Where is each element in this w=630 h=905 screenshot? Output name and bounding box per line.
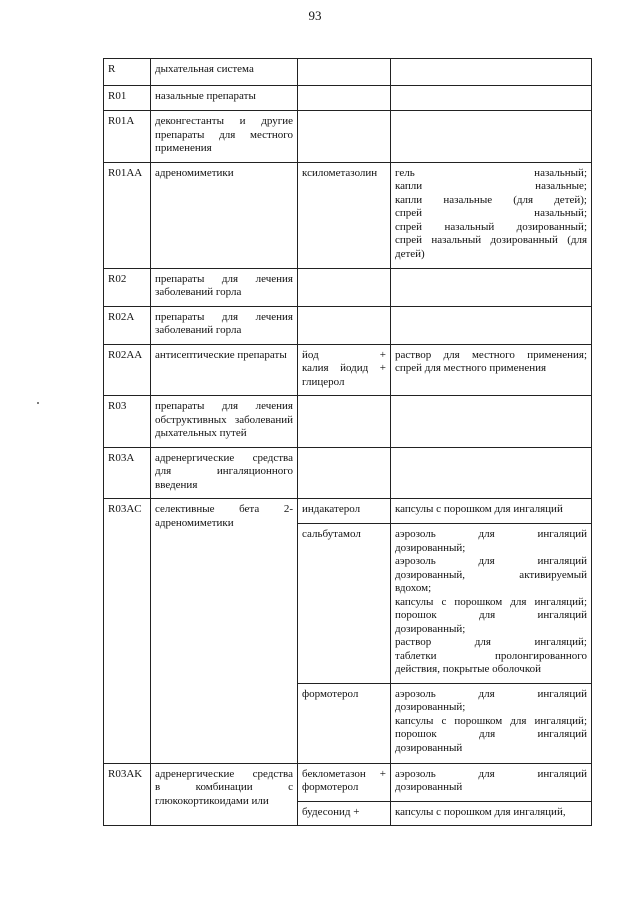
- cell-line: адренергические средства: [155, 451, 293, 464]
- dosage-forms-cell: [391, 344, 592, 396]
- atc-code-cell: [104, 306, 151, 344]
- group-name-cell: [151, 111, 298, 163]
- atc-code: R02A: [108, 310, 135, 323]
- cell-line: деконгестанты и другие: [155, 115, 293, 127]
- cell-line: вдохом;: [395, 582, 432, 594]
- cell-line: таблетки пролонгированного: [395, 649, 587, 662]
- dosage-forms-cell: [391, 447, 592, 499]
- dosage-forms-cell: [391, 306, 592, 344]
- atc-code-cell: [104, 344, 151, 396]
- cell-line: глюкокортикоидами или: [155, 794, 269, 807]
- table-row: [104, 447, 592, 499]
- atc-code: R01: [108, 90, 127, 102]
- cell-line: адренергические средства: [155, 767, 293, 780]
- cell-line: обструктивных заболеваний: [155, 413, 293, 426]
- cell-line: заболеваний горла: [155, 324, 242, 336]
- drug-name-cell: [298, 524, 391, 684]
- cell-line: назальные препараты: [155, 90, 256, 102]
- cell-line: капли назальные (для детей);: [395, 193, 587, 206]
- cell-line: введения: [155, 478, 198, 491]
- atc-code: R03A: [108, 451, 135, 464]
- atc-code: R03: [108, 400, 127, 412]
- drug-name-cell: [298, 306, 391, 344]
- group-name-cell: [151, 396, 298, 448]
- drug-name-cell: [298, 86, 391, 111]
- drug-name-cell: [298, 344, 391, 396]
- dosage-forms-cell: [391, 111, 592, 163]
- cell-line: глицерол: [302, 375, 345, 388]
- cell-line: дозированный: [395, 781, 463, 793]
- group-name-cell: [151, 162, 298, 268]
- dosage-forms-cell: [391, 396, 592, 448]
- atc-code-cell: [104, 396, 151, 448]
- cell-line: спрей назальный дозированный (для: [395, 234, 587, 246]
- dosage-forms-cell: [391, 683, 592, 763]
- atc-code-cell: [104, 162, 151, 268]
- table-row: [104, 344, 592, 396]
- cell-line: антисептические препараты: [155, 348, 287, 361]
- group-name-cell: [151, 499, 298, 764]
- drug-name-cell: [298, 111, 391, 163]
- cell-line: индакатерол: [302, 503, 361, 515]
- dosage-forms-cell: [391, 59, 592, 86]
- cell-line: действия, покрытые оболочкой: [395, 663, 542, 675]
- atc-code-cell: [104, 86, 151, 111]
- cell-line: дозированный;: [395, 541, 466, 554]
- dosage-forms-cell: [391, 801, 592, 826]
- dosage-forms-cell: [391, 524, 592, 684]
- table-row: [104, 499, 592, 524]
- cell-line: формотерол: [302, 781, 359, 793]
- cell-line: порошок для ингаляций: [395, 728, 587, 740]
- group-name-cell: [151, 306, 298, 344]
- dosage-forms-cell: [391, 763, 592, 801]
- cell-line: селективные бета 2-: [155, 503, 293, 515]
- cell-line: детей): [395, 247, 425, 260]
- atc-code: R02AA: [108, 348, 143, 361]
- cell-line: для ингаляционного: [155, 465, 293, 477]
- cell-line: спрей для местного применения: [395, 362, 547, 374]
- atc-code-cell: [104, 499, 151, 764]
- group-name-cell: [151, 447, 298, 499]
- cell-line: дозированный: [395, 741, 463, 754]
- cell-line: дозированный, активируемый: [395, 568, 587, 581]
- cell-line: препараты для лечения: [155, 310, 293, 323]
- table-row: [104, 59, 592, 86]
- cell-line: сальбутамол: [302, 528, 361, 540]
- atc-code: R01A: [108, 115, 135, 127]
- cell-line: адреномиметики: [155, 166, 234, 179]
- cell-line: дыхательная система: [155, 63, 254, 75]
- cell-line: заболеваний горла: [155, 286, 242, 298]
- drug-name-cell: [298, 763, 391, 801]
- atc-code: R02: [108, 272, 127, 285]
- group-name-cell: [151, 763, 298, 826]
- table-row: [104, 396, 592, 448]
- cell-line: аэрозоль для ингаляций: [395, 555, 587, 567]
- cell-line: спрей назальный;: [395, 207, 587, 219]
- atc-code: R01AA: [108, 166, 143, 179]
- drug-name-cell: [298, 59, 391, 86]
- cell-line: формотерол: [302, 687, 359, 700]
- cell-line: раствор для ингаляций;: [395, 636, 587, 648]
- drug-name-cell: [298, 162, 391, 268]
- page-number: 93: [308, 8, 322, 23]
- atc-code-cell: [104, 447, 151, 499]
- cell-line: порошок для ингаляций: [395, 609, 587, 621]
- drug-classification-table: [103, 58, 592, 826]
- group-name-cell: [151, 268, 298, 306]
- cell-line: йод +: [302, 348, 386, 361]
- table-row: [104, 306, 592, 344]
- atc-code: R03AC: [108, 503, 142, 515]
- cell-line: капли назальные;: [395, 180, 587, 192]
- cell-line: применения: [155, 142, 212, 154]
- cell-line: ксилометазолин: [302, 166, 378, 179]
- atc-code-cell: [104, 763, 151, 826]
- cell-line: дозированный;: [395, 701, 466, 713]
- cell-line: капсулы с порошком для ингаляций;: [395, 714, 587, 727]
- dosage-forms-cell: [391, 268, 592, 306]
- dosage-forms-cell: [391, 499, 592, 524]
- cell-line: препараты для лечения: [155, 400, 293, 412]
- drug-name-cell: [298, 447, 391, 499]
- cell-line: в комбинации с: [155, 781, 293, 793]
- cell-line: препараты для местного: [155, 128, 293, 141]
- drug-name-cell: [298, 396, 391, 448]
- drug-name-cell: [298, 801, 391, 826]
- cell-line: раствор для местного применения;: [395, 348, 587, 361]
- cell-line: капсулы с порошком для ингаляций,: [395, 805, 566, 818]
- cell-line: аэрозоль для ингаляций: [395, 767, 587, 780]
- table-row: [104, 111, 592, 163]
- table-row: [104, 268, 592, 306]
- stray-mark: [37, 402, 39, 404]
- table-row: [104, 162, 592, 268]
- atc-code-cell: [104, 111, 151, 163]
- cell-line: капсулы с порошком для ингаляций: [395, 503, 563, 515]
- atc-code-cell: [104, 268, 151, 306]
- dosage-forms-cell: [391, 162, 592, 268]
- atc-code: R: [108, 63, 116, 75]
- dosage-forms-cell: [391, 86, 592, 111]
- drug-name-cell: [298, 683, 391, 763]
- cell-line: аэрозоль для ингаляций: [395, 528, 587, 540]
- table-row: [104, 86, 592, 111]
- group-name-cell: [151, 86, 298, 111]
- cell-line: калия йодид +: [302, 362, 386, 374]
- cell-line: адреномиметики: [155, 516, 234, 529]
- cell-line: гель назальный;: [395, 166, 587, 179]
- cell-line: капсулы с порошком для ингаляций;: [395, 595, 587, 608]
- cell-line: дозированный;: [395, 622, 466, 635]
- atc-code-cell: [104, 59, 151, 86]
- cell-line: будесонид +: [302, 805, 360, 818]
- group-name-cell: [151, 344, 298, 396]
- table-row: [104, 763, 592, 801]
- cell-line: дыхательных путей: [155, 427, 247, 439]
- cell-line: спрей назальный дозированный;: [395, 220, 587, 233]
- cell-line: аэрозоль для ингаляций: [395, 687, 587, 700]
- cell-line: беклометазон +: [302, 767, 386, 780]
- group-name-cell: [151, 59, 298, 86]
- drug-name-cell: [298, 268, 391, 306]
- atc-code: R03AK: [108, 767, 143, 780]
- drug-name-cell: [298, 499, 391, 524]
- cell-line: препараты для лечения: [155, 272, 293, 285]
